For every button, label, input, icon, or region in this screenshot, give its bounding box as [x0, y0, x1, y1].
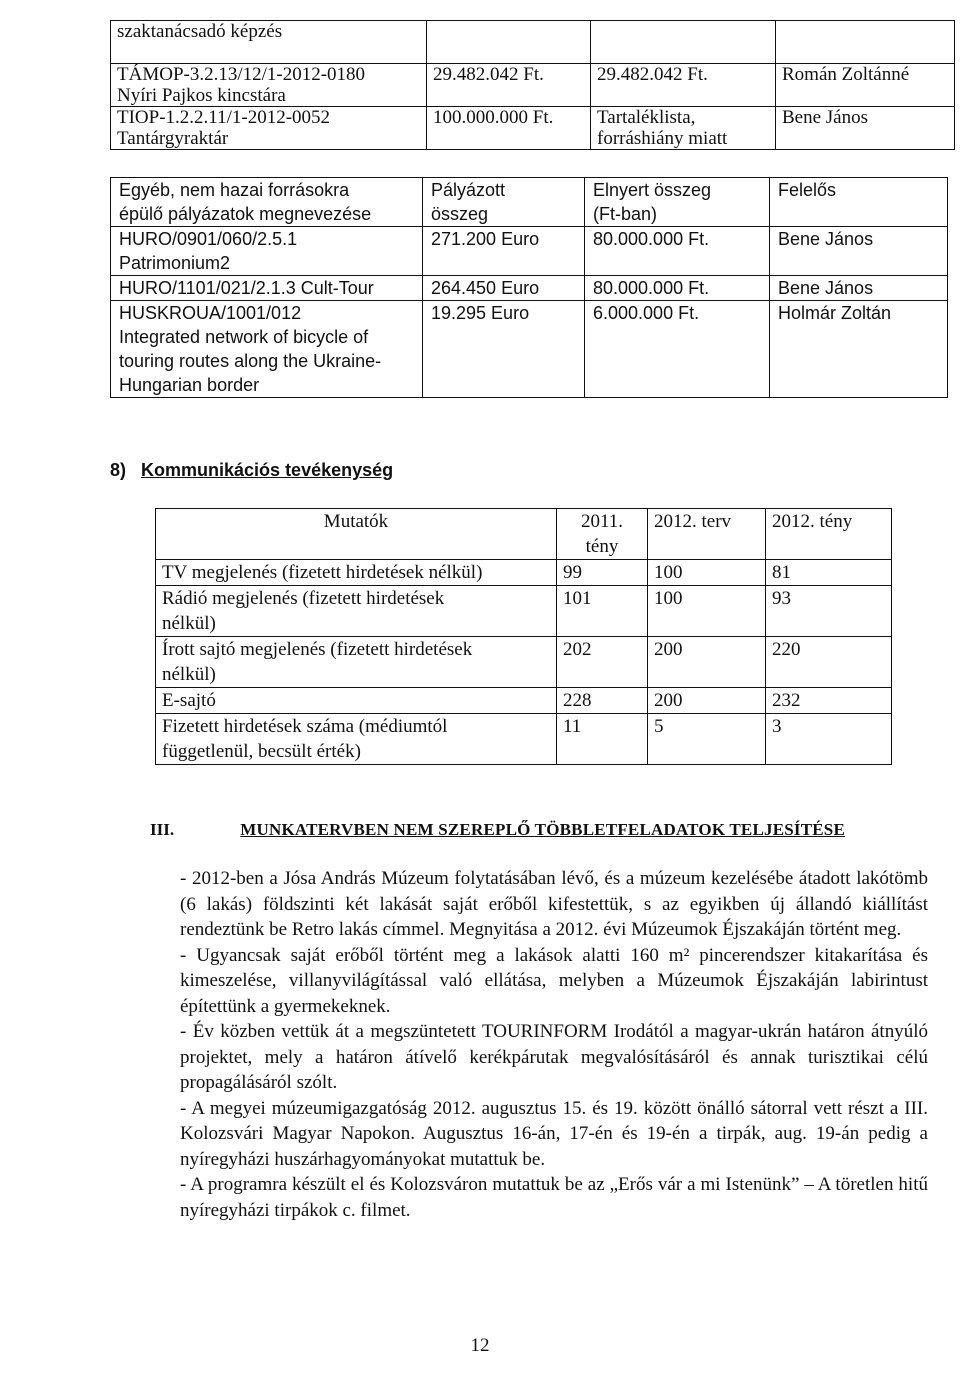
table-row: [156, 637, 892, 688]
applied-amount-cell: 264.450 Euro: [423, 276, 585, 301]
paragraph: - Év közben vettük át a megszüntetett TOURINFORM Irodától a magyar-ukrán határon átnyúló projektet, mely a határon átívelő kerékpárutak megvalósításáról és annak turisztikai célú propagálásáról szólt.: [180, 1021, 928, 1093]
paragraph: - 2012-ben a Jósa András Múzeum folytatásában lévő, és a múzeum kezelésébe átadott lakótömb (6 lakás) földszinti két lakását saját erőből kifestettük, s az egyikben új állandó kiállítást rendeztünk be Retro lakás címmel. Megnyitása a 2012. évi Múzeumok Éjszakáján történt meg.: [180, 868, 928, 940]
table-row: [111, 64, 955, 107]
grant-table-foreign: [110, 177, 948, 398]
header-cell: Mutatók: [156, 509, 557, 560]
responsible-cell: Bene János: [770, 276, 948, 301]
indicator-cell: E-sajtó: [156, 688, 557, 714]
value-cell: 99: [557, 560, 648, 586]
applied-amount-cell: 100.000.000 Ft.: [427, 107, 591, 150]
applied-amount-cell: 19.295 Euro: [423, 301, 585, 398]
won-amount-cell: 80.000.000 Ft.: [585, 276, 770, 301]
indicator-cell: Írott sajtó megjelenés (fizetett hirdetések nélkül): [156, 637, 557, 688]
section-III-heading: [150, 820, 845, 840]
table-row: [111, 21, 955, 64]
header-cell: 2012. terv: [648, 509, 766, 560]
table-row: [156, 688, 892, 714]
won-amount-cell: Tartaléklista, forráshiány miatt: [591, 107, 776, 150]
won-amount-cell: 29.482.042 Ft.: [591, 64, 776, 107]
value-cell: 200: [648, 637, 766, 688]
value-cell: 232: [766, 688, 892, 714]
applied-amount-cell: [427, 21, 591, 64]
won-amount-cell: [591, 21, 776, 64]
communication-table: [155, 508, 892, 765]
section-number: 8): [110, 460, 127, 480]
project-name-cell: HURO/0901/060/2.5.1 Patrimonium2: [111, 227, 423, 276]
table-row: [156, 586, 892, 637]
value-cell: 101: [557, 586, 648, 637]
table-row: [111, 301, 948, 398]
responsible-cell: Bene János: [776, 107, 955, 150]
value-cell: 3: [766, 714, 892, 765]
value-cell: 228: [557, 688, 648, 714]
responsible-cell: [776, 21, 955, 64]
page-number: 12: [470, 1335, 490, 1356]
project-name-cell: TÁMOP-3.2.13/12/1-2012-0180 Nyíri Pajkos kincstára: [111, 64, 427, 107]
paragraph: - A programra készült el és Kolozsváron mutattuk be az „Erős vár a mi Istenünk” – A töretlen hitű nyíregyházi tirpákok c. filmet.: [180, 1174, 928, 1221]
header-cell: Pályázott összeg: [423, 178, 585, 227]
section-number: III.: [150, 820, 175, 839]
table-row: [111, 227, 948, 276]
project-name-cell: HURO/1101/021/2.1.3 Cult-Tour: [111, 276, 423, 301]
header-cell: Felelős: [770, 178, 948, 227]
paragraph: - Ugyancsak saját erőből történt meg a lakások alatti 160 m² pincerendszer kitakarítása és kimeszelése, villanyvilágítással való ellátása, melyben a Múzeumok Éjszakáján labirintust építettünk a gyermekeknek.: [180, 944, 928, 1017]
section-title: Kommunikációs tevékenység: [141, 460, 394, 480]
grant-table-domestic: [110, 20, 955, 150]
table-row: [156, 560, 892, 586]
project-name-cell: szaktanácsadó képzés: [111, 21, 427, 64]
header-cell: Egyéb, nem hazai forrásokra épülő pályázatok megnevezése: [111, 178, 423, 227]
table-row: [111, 276, 948, 301]
body-text: [180, 866, 928, 1223]
value-cell: 202: [557, 637, 648, 688]
table-row: [111, 107, 955, 150]
value-cell: 11: [557, 714, 648, 765]
applied-amount-cell: 271.200 Euro: [423, 227, 585, 276]
table-header-row: [156, 509, 892, 560]
value-cell: 100: [648, 560, 766, 586]
responsible-cell: Holmár Zoltán: [770, 301, 948, 398]
header-cell: 2011. tény: [557, 509, 648, 560]
header-cell: Elnyert összeg (Ft-ban): [585, 178, 770, 227]
table-row: [156, 714, 892, 765]
value-cell: 81: [766, 560, 892, 586]
won-amount-cell: 6.000.000 Ft.: [585, 301, 770, 398]
applied-amount-cell: 29.482.042 Ft.: [427, 64, 591, 107]
header-cell: 2012. tény: [766, 509, 892, 560]
value-cell: 100: [648, 586, 766, 637]
won-amount-cell: 80.000.000 Ft.: [585, 227, 770, 276]
paragraph: - A megyei múzeumigazgatóság 2012. augusztus 15. és 19. között önálló sátorral vett részt a III. Kolozsvári Magyar Napokon. Augusztus 16-án, 17-én és 19-én a tirpák, aug. 19-án pedig a nyíregyházi huszárhagyományokat mutattuk be.: [180, 1097, 928, 1170]
section-8-heading: [110, 460, 393, 481]
responsible-cell: Bene János: [770, 227, 948, 276]
project-name-cell: TIOP-1.2.2.11/1-2012-0052 Tantárgyraktár: [111, 107, 427, 150]
value-cell: 200: [648, 688, 766, 714]
value-cell: 220: [766, 637, 892, 688]
indicator-cell: Fizetett hirdetések száma (médiumtól függetlenül, becsült érték): [156, 714, 557, 765]
table-header-row: [111, 178, 948, 227]
section-title: MUNKATERVBEN NEM SZEREPLŐ TÖBBLETFELADATOK TELJESÍTÉSE: [240, 820, 845, 839]
project-name-cell: HUSKROUA/1001/012 Integrated network of bicycle of touring routes along the Ukraine- Hungarian border: [111, 301, 423, 398]
responsible-cell: Román Zoltánné: [776, 64, 955, 107]
value-cell: 93: [766, 586, 892, 637]
value-cell: 5: [648, 714, 766, 765]
indicator-cell: Rádió megjelenés (fizetett hirdetések nélkül): [156, 586, 557, 637]
indicator-cell: TV megjelenés (fizetett hirdetések nélkül): [156, 560, 557, 586]
